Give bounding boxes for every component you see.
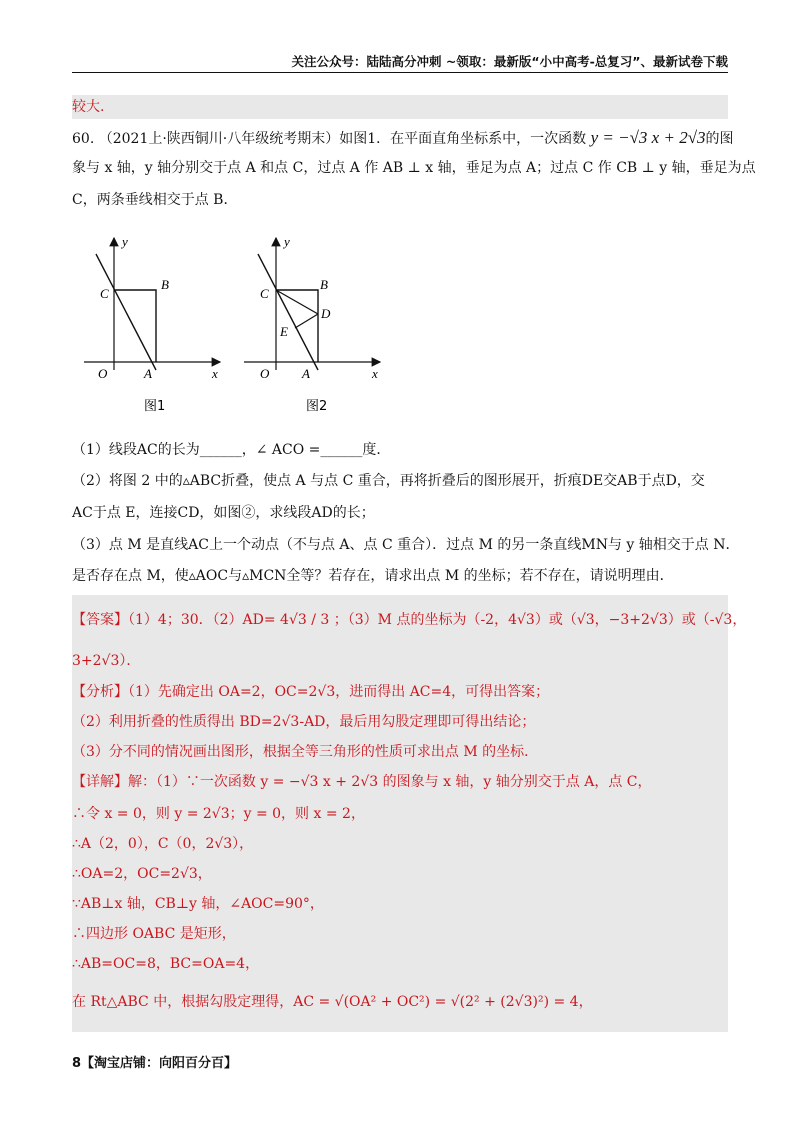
problem-number: 60. [72, 131, 95, 147]
analysis-line-1: 【分析】（1）先确定出 OA=2，OC=2√3，进而得出 AC=4，可得出答案； [72, 684, 550, 700]
fig1-label-a: A [144, 366, 152, 381]
analysis-line-3: （3）分不同的情况画出图形，根据全等三角形的性质可求出点 M 的坐标． [72, 744, 539, 760]
detail-line-3: ∴A（2，0），C（0，2√3）， [72, 836, 254, 852]
detail-line-1: 【详解】解：（1）∵一次函数 y = −√3 x + 2√3 的图象与 x 轴，y 轴分别交于点 A，点 C， [72, 774, 652, 790]
fig1-label-b: B [161, 277, 169, 292]
detail-line-5: ∵AB⊥x 轴，CB⊥y 轴，∠AOC=90°， [72, 896, 324, 912]
analysis-line-2: （2）利用折叠的性质得出 BD=2√3-AD，最后用勾股定理即可得出结论； [72, 714, 536, 730]
problem-line1-a: 如图1．在平面直角坐标系中，一次函数 [339, 131, 587, 147]
problem-line-1 [72, 128, 734, 149]
question-2-a: （2）将图 2 中的▵ABC折叠，使点 A 与点 C 重合，再将折叠后的图形展开，折痕DE交AB于点D，交 [72, 473, 705, 489]
page-footer: 8【淘宝店铺：向阳百分百】 [72, 1056, 238, 1071]
fig2-label-d: D [321, 306, 331, 321]
fig1-label-x: x [212, 366, 218, 381]
problem-equation: y = −√3 x + 2√3 [590, 128, 706, 147]
fig1-caption: 图1 [144, 399, 166, 414]
answer-line-2: 3+2√3）． [72, 653, 141, 669]
fig1-label-c: C [100, 286, 109, 301]
fig2-fold-de [295, 314, 318, 328]
detail-line-6: ∴四边形 OABC 是矩形， [72, 926, 236, 942]
fig2-label-y: y [284, 234, 290, 249]
detail-line-4: ∴OA=2，OC=2√3， [72, 866, 212, 882]
prev-tail-shade [72, 95, 728, 119]
problem-line-3: C，两条垂线相交于点 B． [72, 192, 238, 208]
fig1-line-ac [96, 254, 156, 370]
question-1: （1）线段AC的长为______，∠ ACO =______度． [72, 442, 391, 458]
fig2-label-x: x [372, 366, 378, 381]
fig2-label-c: C [260, 286, 269, 301]
problem-line1-b: 的图 [705, 131, 734, 147]
problem-line-2: 象与 x 轴，y 轴分别交于点 A 和点 C，过点 A 作 AB ⊥ x 轴，垂足为点 A；过点 C 作 CB ⊥ y 轴，垂足为点 [72, 160, 756, 176]
question-3-b: 是否存在点 M，使▵AOC与▵MCN全等？若存在，请求出点 M 的坐标；若不存在，请说明理由． [72, 568, 674, 584]
figure-1 [80, 232, 230, 417]
prev-tail: 较大. [72, 99, 105, 115]
fig2-label-b: B [320, 277, 328, 292]
detail-line-8: 在 Rt△ABC 中，根据勾股定理得，AC = √(OA² + OC²) = √(2² + (2√3)²) = 4， [72, 994, 593, 1010]
answer-line-1: 【答案】（1）4；30．（2）AD= 4√3 / 3 ；（3）M 点的坐标为（-2，4√3）或（√3，−3+2√3）或（-√3， [72, 612, 747, 628]
fig2-label-e: E [280, 324, 288, 339]
fig2-line-ac [258, 254, 318, 370]
page-header: 关注公众号：陆陆高分冲刺 ~领取：最新版“小中高考-总复习”、最新试卷下载 [291, 54, 728, 69]
fig2-label-a: A [302, 366, 310, 381]
header-rule [72, 72, 728, 73]
detail-line-7: ∴AB=OC=8，BC=OA=4， [72, 956, 260, 972]
fig2-label-o: O [260, 366, 270, 381]
question-3-a: （3）点 M 是直线AC上一个动点（不与点 A、点 C 重合）．过点 M 的另一条直线MN与 y 轴相交于点 N． [72, 537, 740, 553]
fig2-caption: 图2 [306, 399, 328, 414]
fig1-label-o: O [98, 366, 108, 381]
problem-source: （2021上·陕西铜川·八年级统考期末） [98, 131, 340, 147]
figure-2 [240, 232, 390, 417]
fig1-label-y: y [122, 234, 128, 249]
question-2-b: AC于点 E，连接CD，如图②，求线段AD的长； [72, 505, 375, 521]
detail-line-2: ∴令 x = 0，则 y = 2√3；y = 0，则 x = 2， [72, 806, 365, 822]
